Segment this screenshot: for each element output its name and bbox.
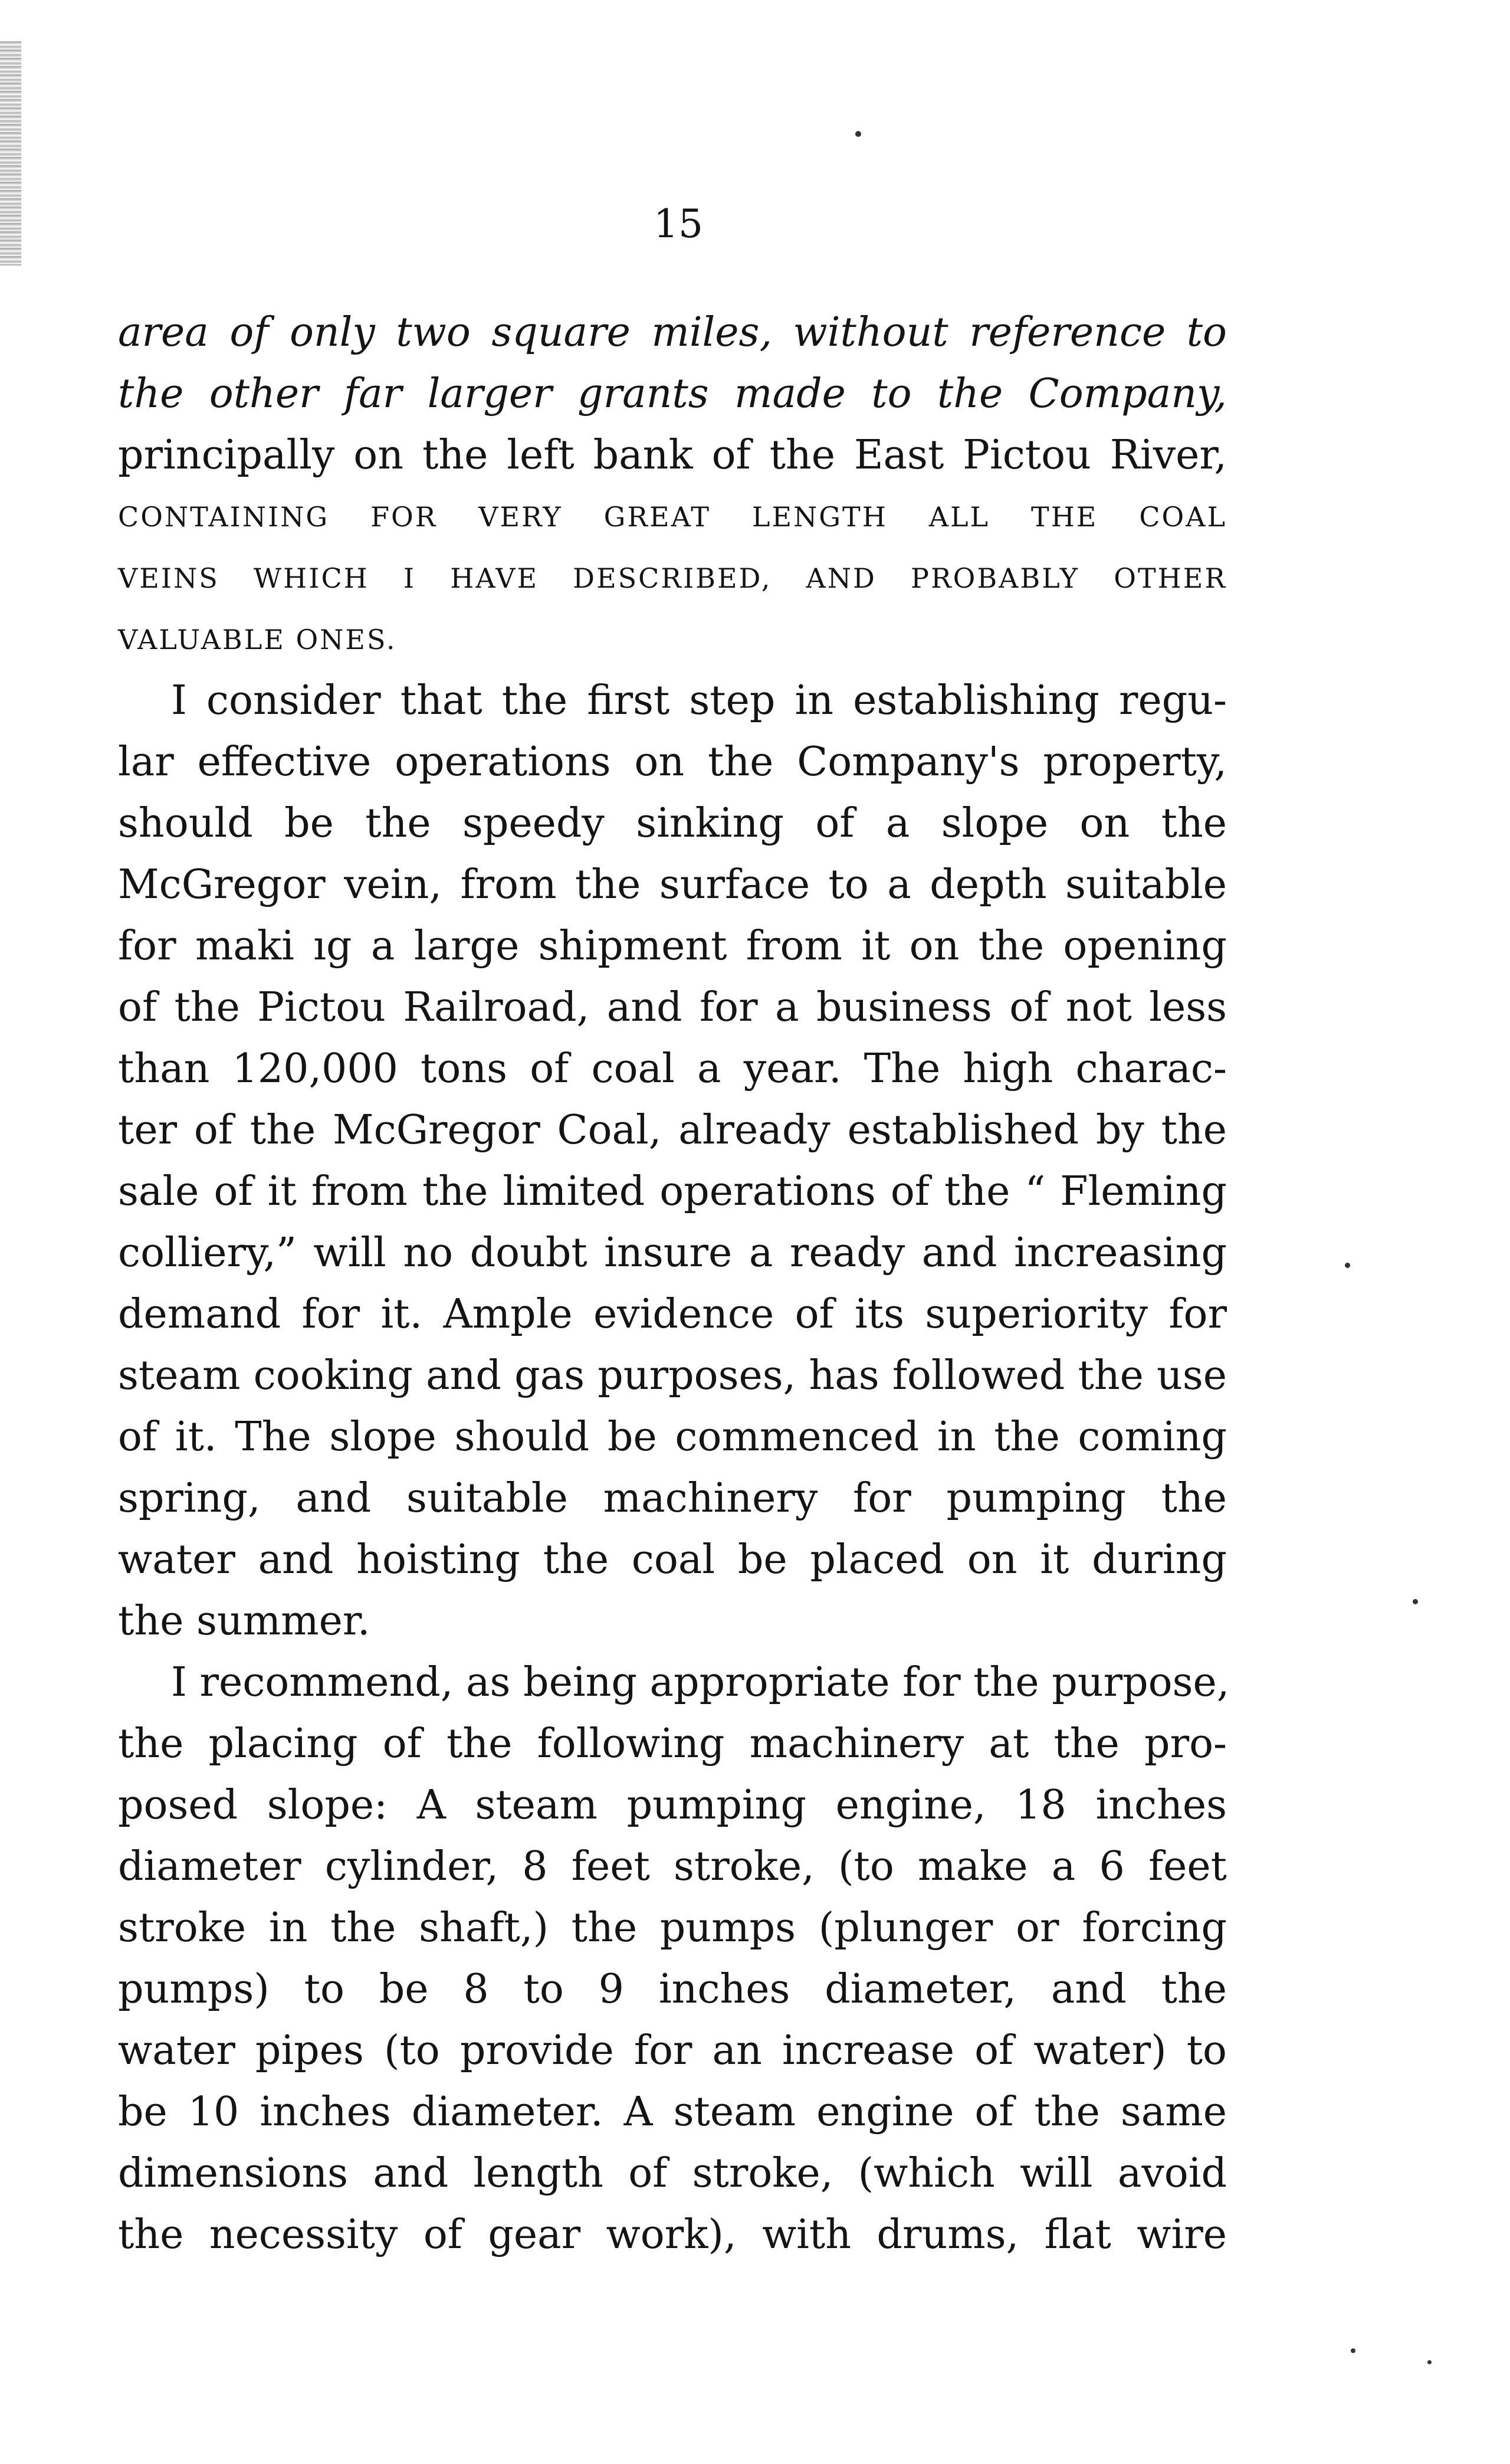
text-line: demand for it. Ample evidence of its superiority for (118, 1291, 1227, 1338)
text-line: water pipes (to provide for an increase of water) to (118, 2027, 1227, 2074)
text-line: stroke in the shaft,) the pumps (plunger or forcing (118, 1905, 1227, 1951)
text-line: lar effective operations on the Company's property, (118, 739, 1227, 785)
text-line: the summer. (118, 1598, 370, 1644)
text-line: I recommend, as being appropriate for the purpose, (171, 1659, 1230, 1706)
text-line: I consider that the first step in establishing regu- (171, 677, 1227, 724)
text-line: sale of it from the limited operations of the “ Fleming (118, 1168, 1227, 1215)
text-line: diameter cylinder, 8 feet stroke, (to make a 6 feet (118, 1843, 1227, 1890)
text-line: posed slope: A steam pumping engine, 18 inches (118, 1782, 1227, 1829)
text-line: pumps) to be 8 to 9 inches diameter, and the (118, 1966, 1227, 2013)
text-line: dimensions and length of stroke, (which will avoid (118, 2150, 1227, 2197)
scan-speck (1413, 1599, 1418, 1604)
text-line: of it. The slope should be commenced in the coming (118, 1414, 1227, 1460)
text-line: the other far larger grants made to the Company, (118, 371, 1227, 417)
scan-speck (1351, 2348, 1355, 2353)
text-line: spring, and suitable machinery for pumping the (118, 1475, 1227, 1522)
text-line: colliery,” will no doubt insure a ready and increasing (118, 1230, 1227, 1276)
paragraph-1 (118, 302, 1227, 670)
text-line: McGregor vein, from the surface to a depth suitable (118, 861, 1227, 908)
text-line: CONTAINING FOR VERY GREAT LENGTH ALL THE COAL (118, 501, 1227, 533)
text-line: water and hoisting the coal be placed on it during (118, 1536, 1227, 1583)
scan-margin-noise (0, 41, 21, 266)
text-line: VALUABLE ONES. (118, 624, 397, 656)
text-line: steam cooking and gas purposes, has followed the use (118, 1352, 1227, 1399)
scan-speck (1345, 1263, 1350, 1268)
scan-speck (1427, 2360, 1432, 2364)
text-line: the necessity of gear work), with drums, flat wire (118, 2211, 1227, 2258)
text-line: the placing of the following machinery at the pro- (118, 1721, 1227, 1767)
text-line: for maki ıg a large shipment from it on the opening (118, 923, 1227, 969)
text-line: of the Pictou Railroad, and for a business of not less (118, 984, 1227, 1031)
page-number: 15 (654, 201, 703, 247)
text-line: than 120,000 tons of coal a year. The high charac- (118, 1046, 1227, 1092)
text-line: ter of the McGregor Coal, already established by the (118, 1107, 1227, 1154)
text-line: VEINS WHICH I HAVE DESCRIBED, AND PROBABLY OTHER (118, 562, 1227, 594)
paragraph-2 (118, 670, 1227, 1652)
body-text (118, 302, 1230, 2266)
text-line: principally on the left bank of the East Pictou River, (118, 432, 1227, 479)
text-line: should be the speedy sinking of a slope on the (118, 800, 1227, 847)
paragraph-3 (118, 1652, 1230, 2266)
scan-speck (855, 131, 861, 137)
text-line: be 10 inches diameter. A steam engine of the same (118, 2089, 1227, 2135)
text-line: area of only two square miles, without reference to (118, 309, 1227, 356)
